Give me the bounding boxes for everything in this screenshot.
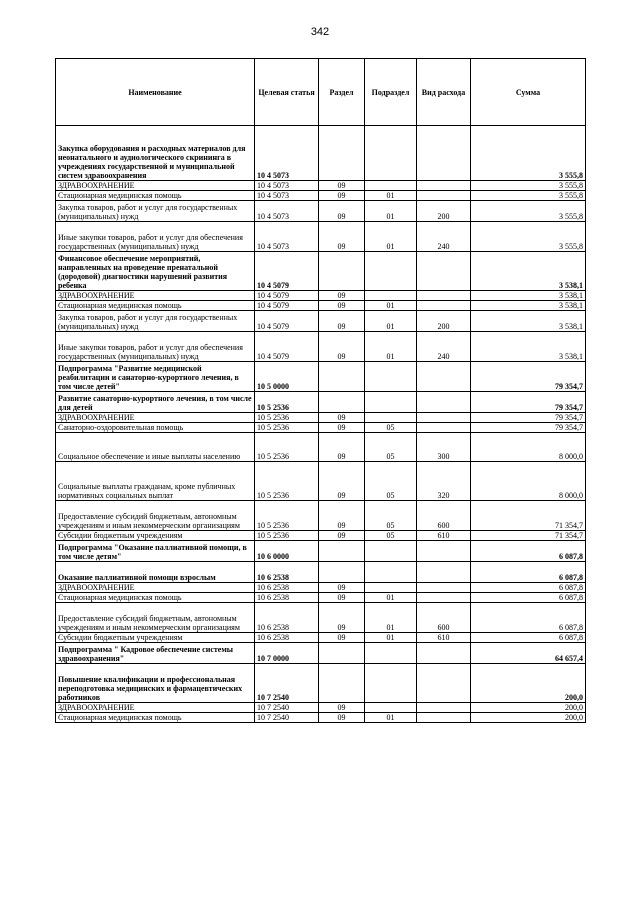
- cell-subsection: 05: [365, 501, 417, 531]
- cell-subsection: 01: [365, 201, 417, 222]
- cell-name: Иные закупки товаров, работ и услуг для обеспечения государственных (муниципальных) нужд: [56, 222, 255, 252]
- table-row: [56, 301, 586, 311]
- cell-subsection: [365, 291, 417, 301]
- cell-sum: 79 354,7: [471, 392, 586, 413]
- cell-kind: 300: [417, 433, 471, 462]
- cell-name: Повышение квалификации и профессиональная переподготовка медицинских и фармацевтических работников: [56, 664, 255, 703]
- header-section: Раздел: [319, 59, 365, 126]
- cell-sum: 79 354,7: [471, 413, 586, 423]
- table-header-row: [56, 59, 586, 126]
- cell-name: Санаторно-оздоровительная помощь: [56, 423, 255, 433]
- cell-article: 10 4 5073: [255, 126, 319, 181]
- cell-kind: [417, 713, 471, 723]
- table-row: [56, 713, 586, 723]
- cell-sum: 64 657,4: [471, 643, 586, 664]
- cell-article: 10 4 5079: [255, 291, 319, 301]
- cell-name: Субсидии бюджетным учреждениям: [56, 633, 255, 643]
- cell-kind: [417, 703, 471, 713]
- cell-sum: 200,0: [471, 664, 586, 703]
- cell-article: 10 4 5079: [255, 301, 319, 311]
- cell-section: 09: [319, 191, 365, 201]
- cell-article: 10 5 2536: [255, 462, 319, 501]
- cell-article: 10 4 5079: [255, 252, 319, 291]
- cell-subsection: [365, 392, 417, 413]
- cell-subsection: [365, 703, 417, 713]
- cell-article: 10 5 0000: [255, 362, 319, 392]
- cell-sum: 6 087,8: [471, 541, 586, 562]
- cell-kind: [417, 392, 471, 413]
- cell-kind: [417, 191, 471, 201]
- cell-subsection: [365, 362, 417, 392]
- cell-section: [319, 643, 365, 664]
- cell-article: 10 5 2536: [255, 413, 319, 423]
- cell-sum: 200,0: [471, 713, 586, 723]
- table-row: [56, 252, 586, 291]
- cell-sum: 71 354,7: [471, 501, 586, 531]
- cell-article: 10 5 2536: [255, 501, 319, 531]
- cell-sum: 6 087,8: [471, 593, 586, 603]
- cell-subsection: 01: [365, 593, 417, 603]
- cell-article: 10 6 2538: [255, 593, 319, 603]
- cell-name: Подпрограмма "Оказание паллиативной помощи, в том числе детям": [56, 541, 255, 562]
- cell-article: 10 5 2536: [255, 392, 319, 413]
- cell-subsection: [365, 643, 417, 664]
- page-number: 342: [310, 26, 330, 38]
- table-row: [56, 423, 586, 433]
- cell-section: [319, 664, 365, 703]
- cell-subsection: [365, 413, 417, 423]
- cell-section: [319, 362, 365, 392]
- header-kind: Вид расхода: [417, 59, 471, 126]
- table-row: [56, 433, 586, 462]
- cell-section: 09: [319, 291, 365, 301]
- cell-kind: [417, 643, 471, 664]
- cell-section: 09: [319, 703, 365, 713]
- cell-article: 10 6 2538: [255, 583, 319, 593]
- cell-name: Стационарная медицинская помощь: [56, 301, 255, 311]
- table-row: [56, 501, 586, 531]
- cell-article: 10 6 2538: [255, 562, 319, 583]
- cell-name: Стационарная медицинская помощь: [56, 713, 255, 723]
- cell-subsection: [365, 562, 417, 583]
- cell-sum: 3 538,1: [471, 291, 586, 301]
- cell-sum: 3 555,8: [471, 191, 586, 201]
- budget-table: [55, 58, 586, 723]
- cell-sum: 3 555,8: [471, 222, 586, 252]
- table-row: [56, 562, 586, 583]
- cell-kind: 240: [417, 222, 471, 252]
- cell-kind: 200: [417, 311, 471, 332]
- table-row: [56, 291, 586, 301]
- cell-article: 10 5 2536: [255, 433, 319, 462]
- cell-kind: [417, 413, 471, 423]
- table-row: [56, 181, 586, 191]
- table-row: [56, 191, 586, 201]
- cell-subsection: [365, 541, 417, 562]
- cell-section: 09: [319, 593, 365, 603]
- cell-section: 09: [319, 201, 365, 222]
- cell-section: 09: [319, 301, 365, 311]
- cell-name: Подпрограмма " Кадровое обеспечение системы здравоохранения": [56, 643, 255, 664]
- cell-name: Финансовое обеспечение мероприятий, направленных на проведение пренатальной (дородовой) диагностики нарушений развития ребенка: [56, 252, 255, 291]
- cell-sum: 3 538,1: [471, 311, 586, 332]
- table-row: [56, 664, 586, 703]
- cell-sum: 6 087,8: [471, 562, 586, 583]
- table-row: [56, 201, 586, 222]
- table-row: [56, 126, 586, 181]
- cell-subsection: 05: [365, 531, 417, 541]
- cell-article: 10 5 2536: [255, 531, 319, 541]
- cell-sum: 3 555,8: [471, 181, 586, 191]
- cell-section: 09: [319, 603, 365, 633]
- cell-subsection: 01: [365, 633, 417, 643]
- cell-kind: [417, 583, 471, 593]
- cell-name: Стационарная медицинская помощь: [56, 191, 255, 201]
- cell-sum: 6 087,8: [471, 633, 586, 643]
- cell-subsection: 01: [365, 191, 417, 201]
- cell-name: Закупка товаров, работ и услуг для государственных (муниципальных) нужд: [56, 201, 255, 222]
- cell-article: 10 7 2540: [255, 713, 319, 723]
- cell-article: 10 7 2540: [255, 664, 319, 703]
- cell-name: Развитие санаторно-курортного лечения, в том числе для детей: [56, 392, 255, 413]
- cell-section: [319, 126, 365, 181]
- cell-section: 09: [319, 462, 365, 501]
- cell-section: 09: [319, 583, 365, 593]
- table-row: [56, 392, 586, 413]
- cell-sum: 3 538,1: [471, 332, 586, 362]
- cell-article: 10 7 2540: [255, 703, 319, 713]
- cell-sum: 3 538,1: [471, 301, 586, 311]
- cell-subsection: 01: [365, 311, 417, 332]
- cell-article: 10 6 2538: [255, 603, 319, 633]
- cell-name: ЗДРАВООХРАНЕНИЕ: [56, 703, 255, 713]
- cell-kind: [417, 252, 471, 291]
- cell-name: Предоставление субсидий бюджетным, автономным учреждениям и иным некоммерческим организациям: [56, 501, 255, 531]
- cell-subsection: [365, 583, 417, 593]
- cell-section: 09: [319, 531, 365, 541]
- cell-name: Социальные выплаты гражданам, кроме публичных нормативных социальных выплат: [56, 462, 255, 501]
- cell-name: ЗДРАВООХРАНЕНИЕ: [56, 291, 255, 301]
- cell-name: Закупка товаров, работ и услуг для государственных (муниципальных) нужд: [56, 311, 255, 332]
- cell-name: ЗДРАВООХРАНЕНИЕ: [56, 413, 255, 423]
- cell-sum: 200,0: [471, 703, 586, 713]
- cell-sum: 8 000,0: [471, 433, 586, 462]
- cell-kind: 320: [417, 462, 471, 501]
- cell-article: 10 4 5079: [255, 332, 319, 362]
- cell-name: Социальное обеспечение и иные выплаты населению: [56, 433, 255, 462]
- cell-name: Закупка оборудования и расходных материалов для неонатального и аудиологического скрининга в учреждениях государственной и муниципальной систем здравоохранения: [56, 126, 255, 181]
- cell-kind: 610: [417, 531, 471, 541]
- header-subsection: Подраздел: [365, 59, 417, 126]
- cell-section: [319, 252, 365, 291]
- cell-name: Подпрограмма "Развитие медицинской реабилитации и санаторно-курортного лечения, в том числе детей": [56, 362, 255, 392]
- header-sum: Сумма: [471, 59, 586, 126]
- cell-section: 09: [319, 413, 365, 423]
- table-row: [56, 593, 586, 603]
- cell-section: 09: [319, 501, 365, 531]
- cell-subsection: [365, 181, 417, 191]
- table-row: [56, 531, 586, 541]
- cell-section: 09: [319, 181, 365, 191]
- cell-article: 10 4 5073: [255, 222, 319, 252]
- cell-name: ЗДРАВООХРАНЕНИЕ: [56, 583, 255, 593]
- cell-sum: 6 087,8: [471, 603, 586, 633]
- table-row: [56, 462, 586, 501]
- table-row: [56, 362, 586, 392]
- cell-article: 10 6 0000: [255, 541, 319, 562]
- table-row: [56, 413, 586, 423]
- cell-kind: [417, 362, 471, 392]
- cell-article: 10 4 5073: [255, 181, 319, 191]
- cell-section: 09: [319, 332, 365, 362]
- cell-kind: 200: [417, 201, 471, 222]
- cell-article: 10 4 5073: [255, 201, 319, 222]
- header-article: Целевая статья: [255, 59, 319, 126]
- cell-section: 09: [319, 423, 365, 433]
- cell-kind: 240: [417, 332, 471, 362]
- cell-subsection: 01: [365, 332, 417, 362]
- cell-subsection: 05: [365, 433, 417, 462]
- cell-subsection: [365, 664, 417, 703]
- cell-name: Предоставление субсидий бюджетным, автономным учреждениям и иным некоммерческим организациям: [56, 603, 255, 633]
- table-row: [56, 703, 586, 713]
- cell-section: 09: [319, 433, 365, 462]
- cell-section: 09: [319, 222, 365, 252]
- cell-sum: 3 555,8: [471, 201, 586, 222]
- cell-sum: 3 555,8: [471, 126, 586, 181]
- cell-kind: [417, 562, 471, 583]
- cell-kind: [417, 593, 471, 603]
- header-name: Наименование: [56, 59, 255, 126]
- cell-sum: 8 000,0: [471, 462, 586, 501]
- table-row: [56, 541, 586, 562]
- cell-name: Субсидии бюджетным учреждениям: [56, 531, 255, 541]
- cell-kind: 610: [417, 633, 471, 643]
- table-row: [56, 311, 586, 332]
- cell-name: ЗДРАВООХРАНЕНИЕ: [56, 181, 255, 191]
- cell-subsection: 01: [365, 222, 417, 252]
- table-row: [56, 643, 586, 664]
- cell-kind: [417, 291, 471, 301]
- cell-section: [319, 562, 365, 583]
- cell-sum: 79 354,7: [471, 423, 586, 433]
- cell-subsection: [365, 126, 417, 181]
- cell-kind: [417, 541, 471, 562]
- cell-kind: 600: [417, 501, 471, 531]
- cell-sum: 79 354,7: [471, 362, 586, 392]
- cell-subsection: 01: [365, 713, 417, 723]
- cell-subsection: 01: [365, 603, 417, 633]
- cell-kind: [417, 664, 471, 703]
- cell-kind: 600: [417, 603, 471, 633]
- cell-subsection: 05: [365, 462, 417, 501]
- cell-sum: 6 087,8: [471, 583, 586, 593]
- cell-section: 09: [319, 713, 365, 723]
- cell-name: Стационарная медицинская помощь: [56, 593, 255, 603]
- cell-section: 09: [319, 311, 365, 332]
- cell-section: [319, 541, 365, 562]
- cell-kind: [417, 126, 471, 181]
- cell-article: 10 4 5073: [255, 191, 319, 201]
- cell-sum: 71 354,7: [471, 531, 586, 541]
- cell-subsection: 05: [365, 423, 417, 433]
- cell-subsection: 01: [365, 301, 417, 311]
- cell-section: 09: [319, 633, 365, 643]
- cell-section: [319, 392, 365, 413]
- table-row: [56, 222, 586, 252]
- cell-article: 10 6 2538: [255, 633, 319, 643]
- table-row: [56, 633, 586, 643]
- cell-name: Иные закупки товаров, работ и услуг для обеспечения государственных (муниципальных) нужд: [56, 332, 255, 362]
- cell-article: 10 4 5079: [255, 311, 319, 332]
- cell-name: Оказание паллиативной помощи взрослым: [56, 562, 255, 583]
- cell-subsection: [365, 252, 417, 291]
- cell-sum: 3 538,1: [471, 252, 586, 291]
- table-row: [56, 603, 586, 633]
- cell-article: 10 5 2536: [255, 423, 319, 433]
- cell-kind: [417, 301, 471, 311]
- cell-kind: [417, 423, 471, 433]
- table-row: [56, 583, 586, 593]
- table-row: [56, 332, 586, 362]
- cell-article: 10 7 0000: [255, 643, 319, 664]
- cell-kind: [417, 181, 471, 191]
